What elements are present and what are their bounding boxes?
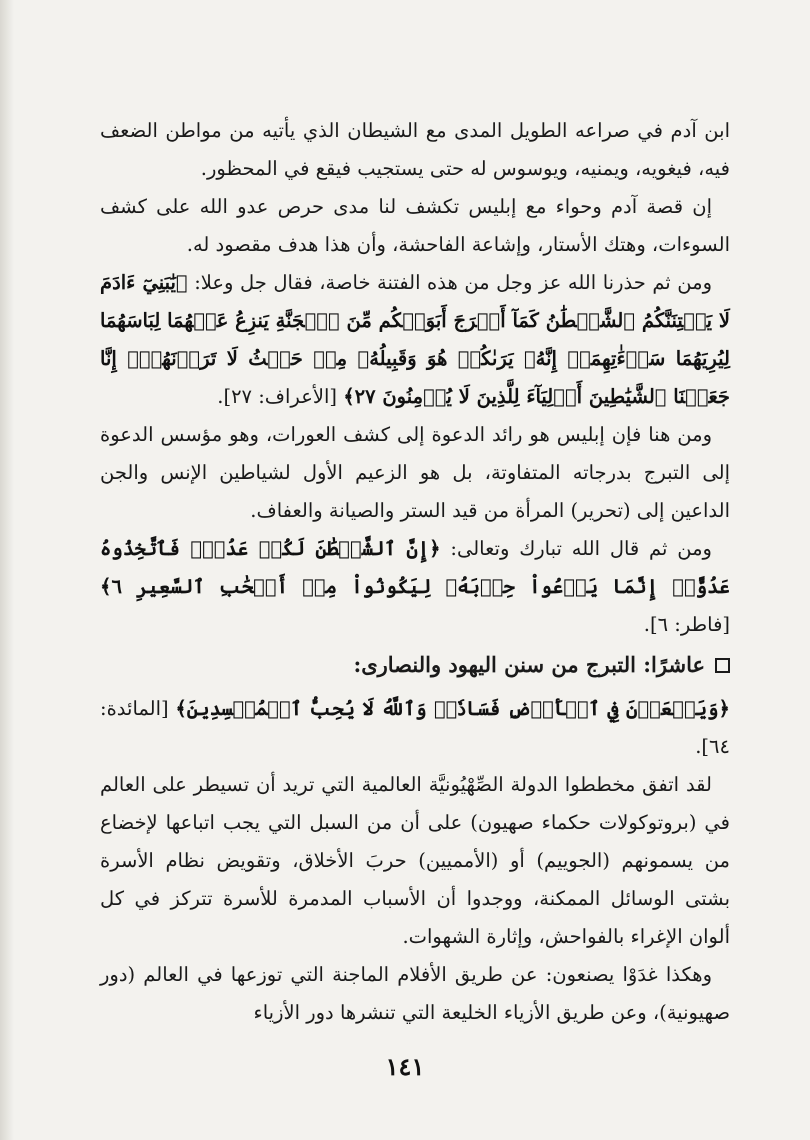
paragraph-4: ومن هنا فإن إبليس هو رائد الدعوة إلى كشف العورات، وهو مؤسس الدعوة إلى التبرج بدرجاته المتفاوتة، بل هو الزعيم الأول لشياطين الإنس والجن الداعين إلى (تحرير) المرأة من قيد الستر والصيانة والعفاف. bbox=[100, 423, 730, 522]
verse-reference-araf: [الأعراف: ٢٧]. bbox=[217, 385, 337, 408]
section-heading bbox=[100, 646, 730, 684]
paragraph-3-intro: ومن ثم حذرنا الله عز وجل من هذه الفتنة خاصة، فقال جل وعلا: bbox=[194, 271, 712, 294]
verse-reference-fatir: [فاطر: ٦]. bbox=[643, 613, 730, 636]
verse-reference-maidah: [المائدة: ٦٤]. bbox=[100, 697, 730, 758]
paragraph-8: وهكذا غدَوْا يصنعون: عن طريق الأفلام الماجنة التي توزعها في العالم (دور صهيونية)، وعن طريق الأزياء الخليعة التي تنشرها دور الأزياء bbox=[100, 963, 730, 1024]
scan-shadow-edge bbox=[0, 0, 14, 1140]
paragraph-6 bbox=[100, 690, 730, 766]
quran-verse-maidah-64: ﴿وَيَسۡعَوۡنَ فِي ٱلۡأَرۡضِ فَسَادٗاۚ وَٱللَّهُ لَا يُحِبُّ ٱلۡمُفۡسِدِينَ﴾ bbox=[175, 697, 730, 720]
paragraph-5 bbox=[100, 530, 730, 644]
quran-verse-araf-27: ﴿يَٰبَنِيٓ ءَادَمَ لَا يَفۡتِنَنَّكُمُ ٱلشَّيۡطَٰنُ كَمَآ أَخۡرَجَ أَبَوَيۡكُم مِّنَ ٱلۡجَنَّةِ يَنزِعُ عَنۡهُمَا لِبَاسَهُمَا لِيُرِيَهُمَا سَوۡءَٰتِهِمَآۚ إِنَّهُۥ يَرَىٰكُمۡ هُوَ وَقَبِيلُهُۥ مِنۡ حَيۡثُ لَا تَرَوۡنَهُمۡۗ إِنَّا جَعَلۡنَا ٱلشَّيَٰطِينَ أَوۡلِيَآءَ لِلَّذِينَ لَا يُؤۡمِنُونَ ٢٧﴾ bbox=[100, 271, 730, 408]
paragraph-1: ابن آدم في صراعه الطويل المدى مع الشيطان الذي يأتيه من مواطن الضعف فيه، فيغويه، ويمنيه، ويوسوس له حتى يستجيب فيقع في المحظور. bbox=[100, 119, 730, 180]
page-body bbox=[100, 112, 730, 1032]
paragraph-7: لقد اتفق مخططوا الدولة الصِّهْيُونيَّة العالمية التي تريد أن تسيطر على العالم في (بروتوكولات حكماء صهيون) على أن من السبل التي يجب اتباعها لإخضاع من يسمونهم (الجوييم) أو (الأمميين) حربَ الأخلاق، وتقويض نظام الأسرة بشتى الوسائل الممكنة، ووجدوا أن الأسباب المدمرة للأسرة تتركز في كل ألوان الإغراء بالفواحش، وإثارة الشهوات. bbox=[100, 773, 730, 948]
quran-verse-fatir-6: ﴿إِنَّ ٱلشَّيۡطَٰنَ لَكُمۡ عَدُوّٞ فَٱتَّخِذُوهُ عَدُوًّاۚ إِنَّمَا يَدۡعُواْ حِزۡبَهُۥ لِيَكُونُواْ مِنۡ أَصۡحَٰبِ ٱلسَّعِيرِ ٦﴾ bbox=[100, 537, 730, 598]
page-number: ١٤١ bbox=[385, 1052, 425, 1081]
paragraph-3 bbox=[100, 264, 730, 416]
paragraph-5-intro: ومن ثم قال الله تبارك وتعالى: bbox=[450, 537, 712, 560]
square-bullet-icon bbox=[715, 658, 730, 673]
section-heading-text: عاشرًا: التبرج من سنن اليهود والنصارى: bbox=[353, 652, 705, 677]
paragraph-2: إن قصة آدم وحواء مع إبليس تكشف لنا مدى حرص عدو الله على كشف السوءات، وهتك الأستار، وإشاعة الفاحشة، وأن هذا هدف مقصود له. bbox=[100, 195, 730, 256]
